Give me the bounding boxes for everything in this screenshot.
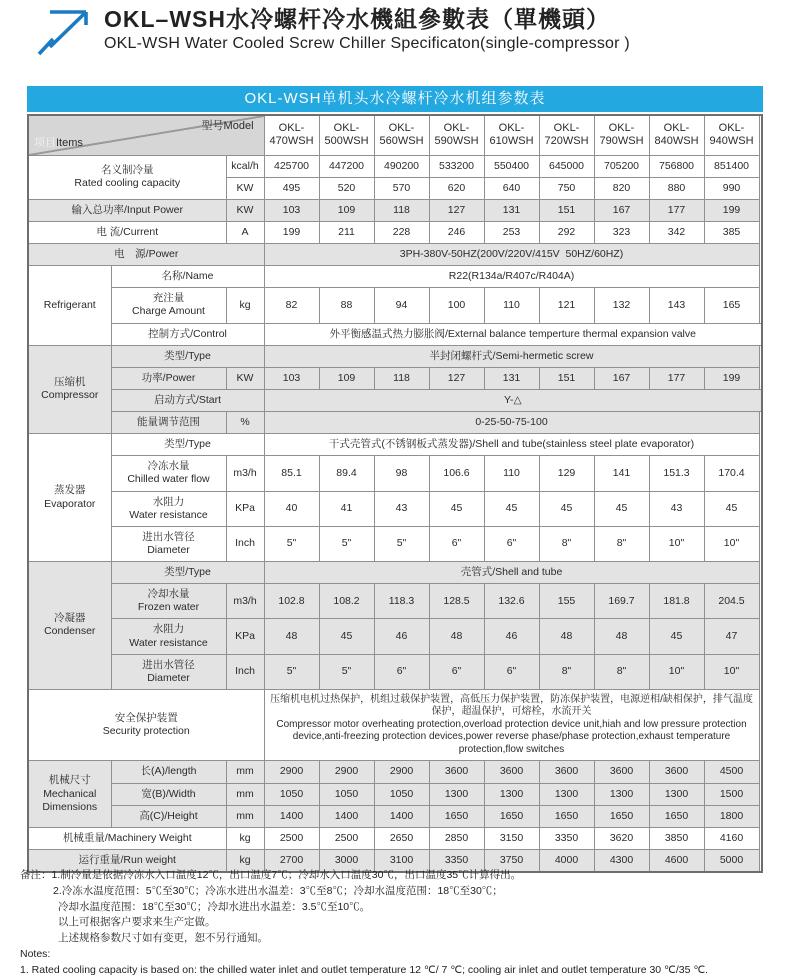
value-cell: 880 <box>649 177 704 199</box>
value-cell: 851400 <box>704 155 759 177</box>
table-header-row <box>28 115 762 155</box>
value-cell: 2500 <box>264 827 319 849</box>
value-cell: 1400 <box>319 805 374 827</box>
value-cell: 109 <box>319 199 374 221</box>
value-cell: 3000 <box>319 849 374 872</box>
value-cell: 1300 <box>594 783 649 805</box>
row-label-cell: 能量调节范围 <box>111 412 226 434</box>
value-cell: 45 <box>539 491 594 526</box>
value-cell: 169.7 <box>594 584 649 619</box>
value-cell: 177 <box>649 199 704 221</box>
spec-row <box>28 805 762 827</box>
value-cell: 1650 <box>649 805 704 827</box>
value-cell: 990 <box>704 177 759 199</box>
value-cell: 45 <box>429 491 484 526</box>
value-cell: 2900 <box>264 761 319 783</box>
value-cell: 1650 <box>484 805 539 827</box>
value-cell: 110 <box>484 288 539 323</box>
unit-cell: KW <box>226 177 264 199</box>
spec-row <box>28 654 762 689</box>
value-cell: 8" <box>539 654 594 689</box>
spec-row <box>28 244 762 266</box>
unit-cell: mm <box>226 783 264 805</box>
value-cell: 2500 <box>319 827 374 849</box>
value-cell: 533200 <box>429 155 484 177</box>
items-label: 项目Items <box>34 137 83 151</box>
model-header-cell: OKL- 610WSH <box>484 115 539 155</box>
value-cell: 155 <box>539 584 594 619</box>
value-cell: 1300 <box>429 783 484 805</box>
spec-row <box>28 491 762 526</box>
value-cell: 10" <box>704 654 759 689</box>
value-cell: 323 <box>594 221 649 243</box>
value-cell: 45 <box>649 619 704 654</box>
value-cell: 1050 <box>374 783 429 805</box>
value-cell: 570 <box>374 177 429 199</box>
page-title-zh: OKL–WSH水冷螺杆冷水機組參數表（單機頭） <box>104 6 630 32</box>
model-header-cell: OKL- 500WSH <box>319 115 374 155</box>
value-cell: 3150 <box>484 827 539 849</box>
spec-row <box>28 434 762 456</box>
full-span-value-cell: Y-△ <box>264 389 762 411</box>
value-cell: 4000 <box>539 849 594 872</box>
value-cell: 385 <box>704 221 759 243</box>
value-cell: 2700 <box>264 849 319 872</box>
value-cell: 4500 <box>704 761 759 783</box>
value-cell: 82 <box>264 288 319 323</box>
value-cell: 199 <box>704 199 759 221</box>
value-cell: 103 <box>264 199 319 221</box>
model-header-cell: OKL- 790WSH <box>594 115 649 155</box>
spec-row <box>28 367 762 389</box>
spec-row <box>28 389 762 411</box>
value-cell: 3600 <box>539 761 594 783</box>
value-cell: 1300 <box>484 783 539 805</box>
value-cell: 3600 <box>649 761 704 783</box>
spec-row <box>28 761 762 783</box>
value-cell: 2900 <box>374 761 429 783</box>
value-cell: 45 <box>319 619 374 654</box>
value-cell: 41 <box>319 491 374 526</box>
value-cell: 46 <box>484 619 539 654</box>
value-cell: 89.4 <box>319 456 374 491</box>
full-span-value-cell: 外平衡感温式热力膨胀阀/External balance temperture thermal expansion valve <box>264 323 762 345</box>
value-cell: 3600 <box>429 761 484 783</box>
unit-cell: KPa <box>226 619 264 654</box>
value-cell: 118.3 <box>374 584 429 619</box>
value-cell: 6" <box>484 526 539 561</box>
value-cell: 756800 <box>649 155 704 177</box>
row-label-cell: 冷冻水量 Chilled water flow <box>111 456 226 491</box>
value-cell: 425700 <box>264 155 319 177</box>
value-cell: 45 <box>704 491 759 526</box>
spec-row <box>28 827 762 849</box>
value-cell: 1300 <box>539 783 594 805</box>
spec-row <box>28 266 762 288</box>
notes-heading: Notes: <box>20 947 780 963</box>
value-cell: 620 <box>429 177 484 199</box>
model-header-cell: OKL- 560WSH <box>374 115 429 155</box>
value-cell: 108.2 <box>319 584 374 619</box>
value-cell: 6" <box>484 654 539 689</box>
value-cell: 85.1 <box>264 456 319 491</box>
value-cell: 5" <box>374 526 429 561</box>
row-label-cell: 冷却水量 Frozen water <box>111 584 226 619</box>
note-line: 备注：1.制冷量是依据冷冻水入口温度12℃，出口温度7℃；冷却水入口温度30℃，出口温度35℃计算得出。 <box>20 868 780 884</box>
value-cell: 94 <box>374 288 429 323</box>
value-cell: 177 <box>649 367 704 389</box>
unit-cell: kg <box>226 827 264 849</box>
value-cell: 342 <box>649 221 704 243</box>
unit-cell: KW <box>226 367 264 389</box>
value-cell: 292 <box>539 221 594 243</box>
value-cell: 520 <box>319 177 374 199</box>
value-cell: 43 <box>649 491 704 526</box>
note-line: 1. Rated cooling capacity is based on: the chilled water inlet and outlet temperature 12 ℃/ 7 ℃; cooling air inlet and outlet temperature 30 ℃/35 ℃. <box>20 963 780 978</box>
value-cell: 2850 <box>429 827 484 849</box>
value-cell: 127 <box>429 199 484 221</box>
row-label-cell: 高(C)/Height <box>111 805 226 827</box>
spec-row <box>28 783 762 805</box>
value-cell: 645000 <box>539 155 594 177</box>
value-cell: 8" <box>539 526 594 561</box>
value-cell: 750 <box>539 177 594 199</box>
unit-cell: m3/h <box>226 584 264 619</box>
row-label-cell: 输入总功率/Input Power <box>28 199 226 221</box>
unit-cell: A <box>226 221 264 243</box>
value-cell: 143 <box>649 288 704 323</box>
spec-row <box>28 155 762 177</box>
row-label-cell: 进出水管径 Diameter <box>111 526 226 561</box>
value-cell: 3600 <box>484 761 539 783</box>
items-label-zh: 项目 <box>34 137 56 149</box>
group-label-cell: 机械尺寸 Mechanical Dimensions <box>28 761 111 827</box>
unit-cell: % <box>226 412 264 434</box>
row-label-cell: 进出水管径 Diameter <box>111 654 226 689</box>
value-cell: 121 <box>539 288 594 323</box>
value-cell: 447200 <box>319 155 374 177</box>
value-cell: 98 <box>374 456 429 491</box>
note-line: 冷却水温度范围：18℃至30℃；冷却水进出水温差：3.5℃至10℃。 <box>20 900 780 916</box>
value-cell: 640 <box>484 177 539 199</box>
spec-row <box>28 584 762 619</box>
value-cell: 199 <box>704 367 759 389</box>
unit-cell: kcal/h <box>226 155 264 177</box>
spec-row <box>28 619 762 654</box>
value-cell: 4300 <box>594 849 649 872</box>
value-cell: 5" <box>319 526 374 561</box>
row-label-cell: 机械重量/Machinery Weight <box>28 827 226 849</box>
value-cell: 103 <box>264 367 319 389</box>
value-cell: 246 <box>429 221 484 243</box>
value-cell: 131 <box>484 367 539 389</box>
value-cell: 3350 <box>429 849 484 872</box>
spec-row <box>28 526 762 561</box>
full-span-value-cell: 干式壳管式(不锈钢板式蒸发器)/Shell and tube(stainless steel plate evaporator) <box>264 434 759 456</box>
spec-row <box>28 345 762 367</box>
value-cell: 253 <box>484 221 539 243</box>
row-label-cell: 水阻力 Water resistance <box>111 491 226 526</box>
unit-cell: m3/h <box>226 456 264 491</box>
value-cell: 170.4 <box>704 456 759 491</box>
unit-cell: kg <box>226 288 264 323</box>
value-cell: 10" <box>649 654 704 689</box>
note-line: 以上可根据客户要求来生产定做。 <box>20 915 780 931</box>
value-cell: 5" <box>264 654 319 689</box>
value-cell: 118 <box>374 199 429 221</box>
value-cell: 48 <box>594 619 649 654</box>
model-header-cell: OKL- 470WSH <box>264 115 319 155</box>
value-cell: 228 <box>374 221 429 243</box>
value-cell: 1650 <box>539 805 594 827</box>
row-label-cell: 电 源/Power <box>28 244 264 266</box>
row-label-cell: 启动方式/Start <box>111 389 264 411</box>
value-cell: 109 <box>319 367 374 389</box>
value-cell: 167 <box>594 199 649 221</box>
corner-cell <box>28 115 264 155</box>
value-cell: 2900 <box>319 761 374 783</box>
document-header <box>36 6 630 56</box>
footnotes <box>20 868 780 978</box>
value-cell: 151 <box>539 199 594 221</box>
value-cell: 88 <box>319 288 374 323</box>
value-cell: 129 <box>539 456 594 491</box>
value-cell: 1050 <box>264 783 319 805</box>
table-banner-title: OKL-WSH单机头水冷螺杆冷水机组参数表 <box>27 86 763 112</box>
value-cell: 106.6 <box>429 456 484 491</box>
row-label-cell: 长(A)/length <box>111 761 226 783</box>
value-cell: 1500 <box>704 783 759 805</box>
value-cell: 6" <box>429 526 484 561</box>
value-cell: 1400 <box>374 805 429 827</box>
value-cell: 48 <box>429 619 484 654</box>
row-label-cell: 安全保护装置 Security protection <box>28 689 264 761</box>
value-cell: 46 <box>374 619 429 654</box>
unit-cell: kg <box>226 849 264 872</box>
value-cell: 165 <box>704 288 759 323</box>
value-cell: 705200 <box>594 155 649 177</box>
value-cell: 8" <box>594 526 649 561</box>
value-cell: 47 <box>704 619 759 654</box>
value-cell: 3850 <box>649 827 704 849</box>
spec-row <box>28 456 762 491</box>
value-cell: 128.5 <box>429 584 484 619</box>
spec-row <box>28 689 762 761</box>
value-cell: 1650 <box>594 805 649 827</box>
model-header-cell: OKL- 840WSH <box>649 115 704 155</box>
value-cell: 4160 <box>704 827 759 849</box>
row-label-cell: 运行重量/Run weight <box>28 849 226 872</box>
value-cell: 132 <box>594 288 649 323</box>
row-label-cell: 类型/Type <box>111 434 264 456</box>
row-label-cell: 名义制冷量 Rated cooling capacity <box>28 155 226 199</box>
spec-row <box>28 412 762 434</box>
value-cell: 132.6 <box>484 584 539 619</box>
model-header-cell: OKL- 590WSH <box>429 115 484 155</box>
title-block <box>104 6 630 53</box>
row-label-cell: 控制方式/Control <box>111 323 264 345</box>
unit-cell: mm <box>226 761 264 783</box>
unit-cell: Inch <box>226 526 264 561</box>
value-cell: 8" <box>594 654 649 689</box>
group-label-cell: 压缩机 Compressor <box>28 345 111 434</box>
value-cell: 10" <box>704 526 759 561</box>
value-cell: 43 <box>374 491 429 526</box>
full-span-value-cell: 压缩机电机过热保护，机组过载保护装置，高低压力保护装置，防冻保护装置，电源逆相/缺相保护，排气温度保护，超温保护，可熔栓，水流开关 Compressor motor overheating protection,overload protection device unit,hiah and low pressure protection device,anti-freezing protection devices,power reverse phase/phase protection,exhaust temperature protection,flow switches <box>264 689 759 761</box>
value-cell: 10" <box>649 526 704 561</box>
value-cell: 5" <box>264 526 319 561</box>
spec-row <box>28 199 762 221</box>
full-span-value-cell: 3PH-380V-50HZ(200V/220V/415V 50HZ/60HZ) <box>264 244 759 266</box>
row-label-cell: 宽(B)/Width <box>111 783 226 805</box>
value-cell: 5000 <box>704 849 759 872</box>
value-cell: 48 <box>264 619 319 654</box>
value-cell: 199 <box>264 221 319 243</box>
full-span-value-cell: 半封闭螺杆式/Semi-hermetic screw <box>264 345 759 367</box>
model-header-cell: OKL- 940WSH <box>704 115 759 155</box>
value-cell: 181.8 <box>649 584 704 619</box>
page-title-en: OKL-WSH Water Cooled Screw Chiller Specificaton(single-compressor ) <box>104 35 630 53</box>
value-cell: 1650 <box>429 805 484 827</box>
value-cell: 490200 <box>374 155 429 177</box>
unit-cell: KW <box>226 199 264 221</box>
value-cell: 3750 <box>484 849 539 872</box>
value-cell: 820 <box>594 177 649 199</box>
spec-row <box>28 288 762 323</box>
value-cell: 167 <box>594 367 649 389</box>
value-cell: 3100 <box>374 849 429 872</box>
unit-cell: mm <box>226 805 264 827</box>
value-cell: 151 <box>539 367 594 389</box>
value-cell: 127 <box>429 367 484 389</box>
specification-table <box>27 114 763 873</box>
value-cell: 151.3 <box>649 456 704 491</box>
model-header-cell: OKL- 720WSH <box>539 115 594 155</box>
full-span-value-cell: 0-25-50-75-100 <box>264 412 759 434</box>
value-cell: 3350 <box>539 827 594 849</box>
group-label-cell: 蒸发器 Evaporator <box>28 434 111 562</box>
value-cell: 1300 <box>649 783 704 805</box>
model-label: 型号Model <box>202 120 254 134</box>
value-cell: 550400 <box>484 155 539 177</box>
value-cell: 6" <box>429 654 484 689</box>
group-label-cell: Refrigerant <box>28 266 111 346</box>
unit-cell: KPa <box>226 491 264 526</box>
value-cell: 45 <box>594 491 649 526</box>
row-label-cell: 功率/Power <box>111 367 226 389</box>
spec-row <box>28 323 762 345</box>
value-cell: 1800 <box>704 805 759 827</box>
value-cell: 204.5 <box>704 584 759 619</box>
value-cell: 45 <box>484 491 539 526</box>
value-cell: 102.8 <box>264 584 319 619</box>
value-cell: 4600 <box>649 849 704 872</box>
group-label-cell: 冷凝器 Condenser <box>28 562 111 690</box>
arrow-up-right-icon <box>36 6 94 56</box>
full-span-value-cell: R22(R134a/R407c/R404A) <box>264 266 759 288</box>
value-cell: 3600 <box>594 761 649 783</box>
note-line: 2.冷冻水温度范围：5℃至30℃；冷冻水进出水温差：3℃至8℃；冷却水温度范围：18℃至30℃； <box>20 884 780 900</box>
value-cell: 118 <box>374 367 429 389</box>
row-label-cell: 类型/Type <box>111 345 264 367</box>
row-label-cell: 充注量 Charge Amount <box>111 288 226 323</box>
row-label-cell: 电 流/Current <box>28 221 226 243</box>
value-cell: 211 <box>319 221 374 243</box>
value-cell: 5" <box>319 654 374 689</box>
note-line: 上述规格参数尺寸如有变更，恕不另行通知。 <box>20 931 780 947</box>
value-cell: 100 <box>429 288 484 323</box>
value-cell: 40 <box>264 491 319 526</box>
spec-row <box>28 562 762 584</box>
value-cell: 1050 <box>319 783 374 805</box>
unit-cell: Inch <box>226 654 264 689</box>
value-cell: 131 <box>484 199 539 221</box>
value-cell: 3620 <box>594 827 649 849</box>
row-label-cell: 水阻力 Water resistance <box>111 619 226 654</box>
full-span-value-cell: 壳管式/Shell and tube <box>264 562 759 584</box>
row-label-cell: 类型/Type <box>111 562 264 584</box>
value-cell: 6" <box>374 654 429 689</box>
value-cell: 495 <box>264 177 319 199</box>
value-cell: 110 <box>484 456 539 491</box>
value-cell: 2650 <box>374 827 429 849</box>
row-label-cell: 名称/Name <box>111 266 264 288</box>
value-cell: 141 <box>594 456 649 491</box>
spec-row <box>28 221 762 243</box>
value-cell: 48 <box>539 619 594 654</box>
value-cell: 1400 <box>264 805 319 827</box>
